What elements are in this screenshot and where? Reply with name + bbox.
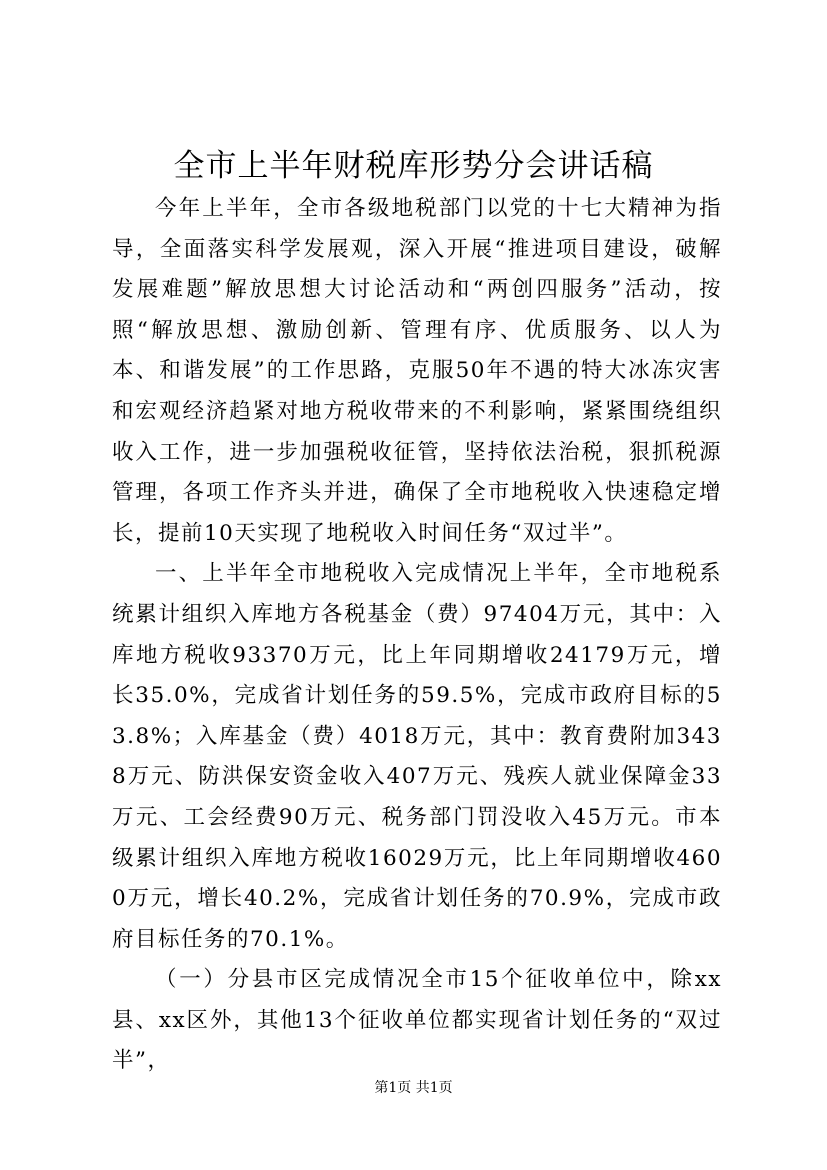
paragraph-revenue-summary: 一、上半年全市地税收入完成情况上半年，全市地税系统累计组织入库地方各税基金（费）97404万元，其中：入库地方税收93370万元，比上年同期增收24179万元，增长35.0%，完成省计划任务的59.5%，完成市政府目标的53.8%；入库基金（费）4018万元，其中：教育费附加3438万元、防洪保安资金收入407万元、残疾人就业保障金33万元、工会经费90万元、税务部门罚没收入45万元。市本级累计组织入库地方税收16029万元，比上年同期增收4600万元，增长40.2%，完成省计划任务的70.9%，完成市政府目标任务的70.1%。: [112, 561, 722, 952]
paragraph-county-breakdown: （一）分县市区完成情况全市15个征收单位中，除xx县、xx区外，其他13个征收单位都实现省计划任务的“双过半”，: [112, 967, 722, 1074]
document-body: [112, 189, 722, 1082]
paragraph-intro: 今年上半年，全市各级地税部门以党的十七大精神为指导，全面落实科学发展观，深入开展“推进项目建设，破解发展难题”解放思想大讨论活动和“两创四服务”活动，按照“解放思想、激励创新、管理有序、优质服务、以人为本、和谐发展”的工作思路，克服50年不遇的特大冰冻灾害和宏观经济趋紧对地方税收带来的不利影响，紧紧围绕组织收入工作，进一步加强税收征管，坚持依法治税，狠抓税源管理，各项工作齐头并进，确保了全市地税收入快速稳定增长，提前10天实现了地税收入时间任务“双过半”。: [112, 196, 722, 546]
document-title: 全市上半年财税库形势分会讲话稿: [173, 148, 654, 184]
page-footer: 第1页 共1页: [374, 1080, 453, 1096]
